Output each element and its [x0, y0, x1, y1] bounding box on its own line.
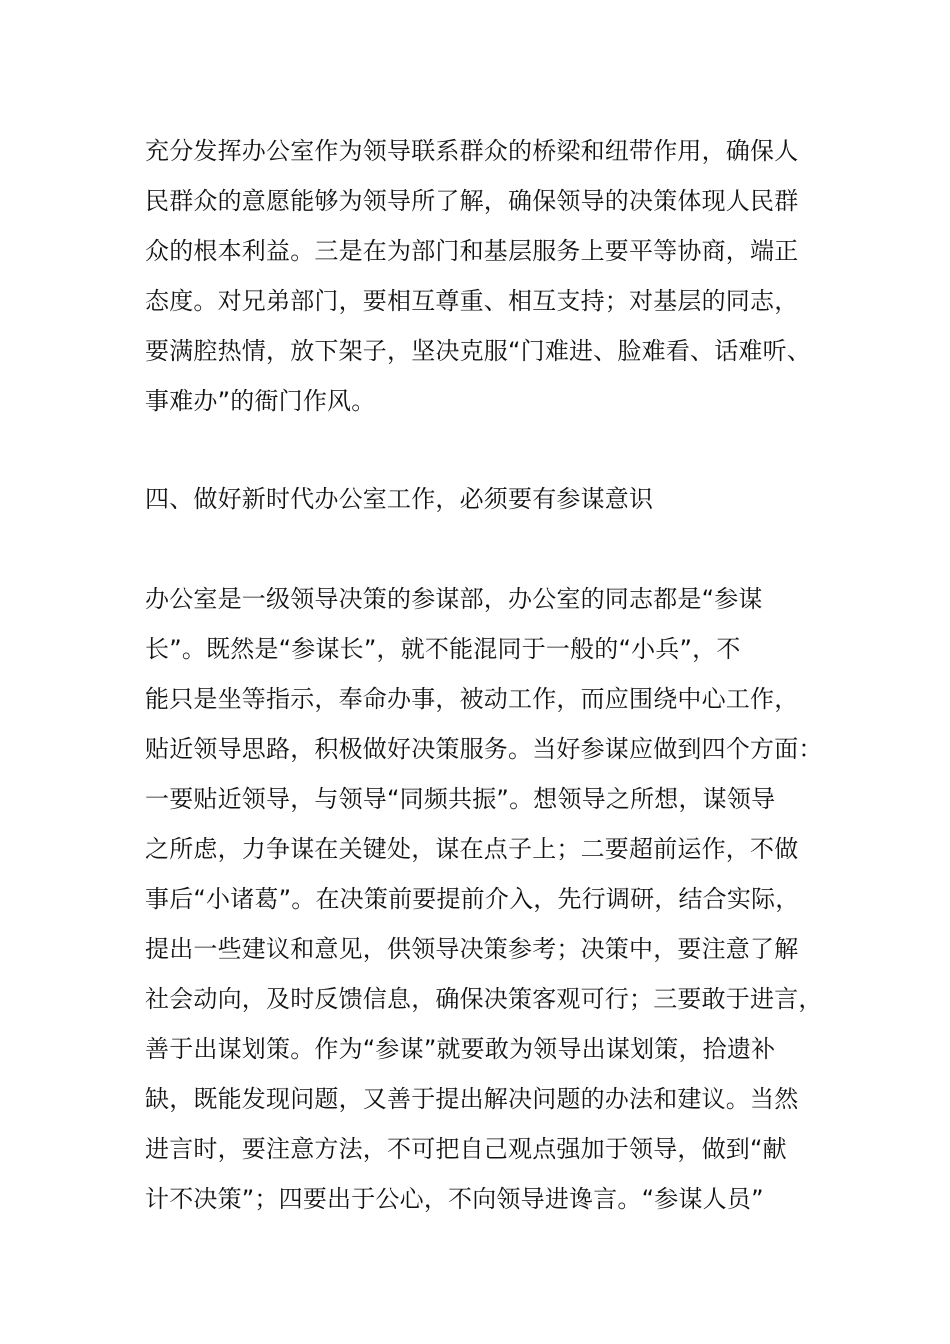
- paragraph-line: 能只是坐等指示，奉命办事，被动工作，而应围绕中心工作，: [145, 685, 799, 713]
- paragraph-line: 善于出谋划策。作为“参谋”就要敢为领导出谋划策，拾遗补: [145, 1035, 776, 1063]
- section-heading: [145, 474, 835, 524]
- paragraph-line: 提出一些建议和意见，供领导决策参考；决策中，要注意了解: [145, 935, 799, 963]
- paragraph-line: 计不决策”；四要出于公心，不向领导进谗言。“参谋人员”: [145, 1185, 764, 1213]
- paragraph: [145, 126, 835, 426]
- paragraph-line: 充分发挥办公室作为领导联系群众的桥梁和纽带作用，确保人: [145, 137, 799, 165]
- paragraph-line: 要满腔热情，放下架子，坚决克服“门难进、脸难看、话难听、: [145, 337, 812, 365]
- paragraph-line: 之所虑，力争谋在关键处，谋在点子上；二要超前运作，不做: [145, 835, 799, 863]
- paragraph-line: 社会动向，及时反馈信息，确保决策客观可行；三要敢于进言，: [145, 985, 823, 1013]
- paragraph-line: 事后“小诸葛”。在决策前要提前介入，先行调研，结合实际，: [145, 885, 800, 913]
- paragraph-line: 长”。既然是“参谋长”，就不能混同于一般的“小兵”，不: [145, 635, 741, 663]
- paragraph-line: 一要贴近领导，与领导“同频共振”。想领导之所想，谋领导: [145, 785, 776, 813]
- paragraph-line: 民群众的意愿能够为领导所了解，确保领导的决策体现人民群: [145, 187, 799, 215]
- paragraph-line: 态度。对兄弟部门，要相互尊重、相互支持；对基层的同志，: [145, 287, 799, 315]
- paragraph-line: 事难办”的衙门作风。: [145, 387, 376, 415]
- paragraph-line: 缺，既能发现问题，又善于提出解决问题的办法和建议。当然: [145, 1085, 799, 1113]
- section-heading-text: 四、做好新时代办公室工作，必须要有参谋意识: [145, 485, 654, 513]
- paragraph-line: 众的根本利益。三是在为部门和基层服务上要平等协商，端正: [145, 237, 799, 265]
- paragraph-line: 办公室是一级领导决策的参谋部，办公室的同志都是“参谋: [145, 585, 763, 613]
- paragraph: [145, 574, 835, 1224]
- paragraph-line: 进言时，要注意方法，不可把自己观点强加于领导，做到“献: [145, 1135, 787, 1163]
- paragraph-line: 贴近领导思路，积极做好决策服务。当好参谋应做到四个方面：: [145, 735, 823, 763]
